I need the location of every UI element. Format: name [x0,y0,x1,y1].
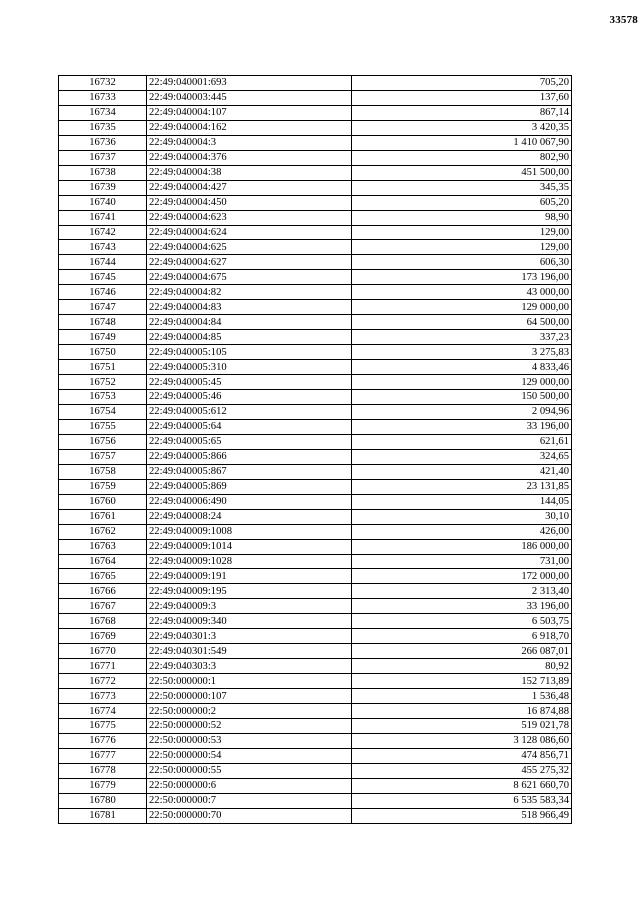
cadastral-number-cell: 22:49:040009:195 [147,584,352,599]
row-number-cell: 16755 [59,419,147,434]
cadastral-value-cell: 43 000,00 [352,285,572,300]
cadastral-number-cell: 22:49:040005:866 [147,449,352,464]
row-number-cell: 16743 [59,240,147,255]
cadastral-number-cell: 22:49:040301:549 [147,644,352,659]
row-number-cell: 16761 [59,509,147,524]
row-number-cell: 16756 [59,434,147,449]
table-row [59,718,572,733]
cadastral-number-cell: 22:49:040004:376 [147,150,352,165]
table-row [59,120,572,135]
cadastral-number-cell: 22:50:000000:55 [147,763,352,778]
row-number-cell: 16770 [59,644,147,659]
cadastral-value-cell: 518 966,49 [352,808,572,823]
table-row [59,90,572,105]
cadastral-number-cell: 22:49:040005:869 [147,479,352,494]
cadastral-number-cell: 22:49:040009:191 [147,569,352,584]
table-row [59,300,572,315]
table-body [59,76,572,824]
row-number-cell: 16778 [59,763,147,778]
table-row [59,644,572,659]
cadastral-value-cell: 426,00 [352,524,572,539]
table-row [59,240,572,255]
row-number-cell: 16735 [59,120,147,135]
cadastral-number-cell: 22:49:040004:162 [147,120,352,135]
cadastral-value-cell: 1 410 067,90 [352,135,572,150]
row-number-cell: 16747 [59,300,147,315]
table-row [59,599,572,614]
cadastral-number-cell: 22:50:000000:7 [147,793,352,808]
cadastral-value-cell: 33 196,00 [352,599,572,614]
cadastral-number-cell: 22:49:040004:625 [147,240,352,255]
table-row [59,554,572,569]
row-number-cell: 16742 [59,225,147,240]
row-number-cell: 16773 [59,689,147,704]
table-row [59,270,572,285]
cadastral-value-cell: 421,40 [352,464,572,479]
cadastral-number-cell: 22:50:000000:53 [147,733,352,748]
row-number-cell: 16752 [59,375,147,390]
cadastral-value-cell: 802,90 [352,150,572,165]
cadastral-value-cell: 144,05 [352,494,572,509]
cadastral-number-cell: 22:49:040004:83 [147,300,352,315]
cadastral-value-cell: 2 094,96 [352,404,572,419]
cadastral-value-cell: 129,00 [352,240,572,255]
cadastral-number-cell: 22:49:040005:45 [147,375,352,390]
cadastral-number-cell: 22:49:040009:1028 [147,554,352,569]
table-row [59,449,572,464]
cadastral-number-cell: 22:49:040004:82 [147,285,352,300]
cadastral-value-cell: 606,30 [352,255,572,270]
cadastral-value-cell: 80,92 [352,659,572,674]
table-row [59,285,572,300]
table-row [59,763,572,778]
cadastral-number-cell: 22:50:000000:70 [147,808,352,823]
cadastral-number-cell: 22:49:040005:65 [147,434,352,449]
cadastral-value-cell: 3 128 086,60 [352,733,572,748]
cadastral-value-cell: 451 500,00 [352,165,572,180]
table-row [59,330,572,345]
cadastral-number-cell: 22:49:040001:693 [147,76,352,91]
row-number-cell: 16739 [59,180,147,195]
cadastral-value-cell: 129 000,00 [352,375,572,390]
table-row [59,390,572,405]
row-number-cell: 16733 [59,90,147,105]
table-row [59,704,572,719]
cadastral-value-cell: 3 275,83 [352,345,572,360]
cadastral-number-cell: 22:49:040301:3 [147,629,352,644]
table-row [59,135,572,150]
row-number-cell: 16758 [59,464,147,479]
cadastral-number-cell: 22:49:040005:64 [147,419,352,434]
cadastral-value-cell: 23 131,85 [352,479,572,494]
cadastral-number-cell: 22:50:000000:6 [147,778,352,793]
row-number-cell: 16771 [59,659,147,674]
cadastral-number-cell: 22:49:040004:450 [147,195,352,210]
cadastral-value-cell: 867,14 [352,105,572,120]
cadastral-number-cell: 22:49:040004:624 [147,225,352,240]
cadastral-number-cell: 22:50:000000:107 [147,689,352,704]
table-row [59,105,572,120]
row-number-cell: 16749 [59,330,147,345]
row-number-cell: 16772 [59,674,147,689]
cadastral-number-cell: 22:49:040006:490 [147,494,352,509]
cadastral-value-cell: 266 087,01 [352,644,572,659]
row-number-cell: 16748 [59,315,147,330]
cadastral-value-cell: 6 535 583,34 [352,793,572,808]
table-row [59,808,572,823]
row-number-cell: 16737 [59,150,147,165]
cadastral-value-cell: 705,20 [352,76,572,91]
cadastral-value-cell: 173 196,00 [352,270,572,285]
cadastral-number-cell: 22:49:040004:427 [147,180,352,195]
row-number-cell: 16746 [59,285,147,300]
row-number-cell: 16766 [59,584,147,599]
cadastral-value-cell: 137,60 [352,90,572,105]
row-number-cell: 16732 [59,76,147,91]
table-row [59,464,572,479]
cadastral-number-cell: 22:49:040004:627 [147,255,352,270]
page-number: 33578 [609,14,638,26]
cadastral-number-cell: 22:50:000000:52 [147,718,352,733]
row-number-cell: 16774 [59,704,147,719]
table-row [59,255,572,270]
row-number-cell: 16779 [59,778,147,793]
cadastral-value-cell: 6 503,75 [352,614,572,629]
cadastral-value-cell: 4 833,46 [352,360,572,375]
table-row [59,629,572,644]
cadastral-value-cell: 455 275,32 [352,763,572,778]
cadastral-number-cell: 22:49:040003:445 [147,90,352,105]
row-number-cell: 16741 [59,210,147,225]
cadastral-number-cell: 22:50:000000:54 [147,748,352,763]
cadastral-value-cell: 16 874,88 [352,704,572,719]
row-number-cell: 16738 [59,165,147,180]
table-row [59,180,572,195]
row-number-cell: 16745 [59,270,147,285]
table-row [59,479,572,494]
row-number-cell: 16769 [59,629,147,644]
table-row [59,150,572,165]
row-number-cell: 16780 [59,793,147,808]
cadastral-number-cell: 22:49:040009:1008 [147,524,352,539]
table-row [59,659,572,674]
row-number-cell: 16744 [59,255,147,270]
cadastral-value-cell: 345,35 [352,180,572,195]
table-row [59,434,572,449]
cadastral-value-cell: 129 000,00 [352,300,572,315]
cadastral-number-cell: 22:49:040005:310 [147,360,352,375]
cadastral-value-cell: 6 918,70 [352,629,572,644]
row-number-cell: 16777 [59,748,147,763]
cadastral-number-cell: 22:49:040009:1014 [147,539,352,554]
row-number-cell: 16740 [59,195,147,210]
table-row [59,375,572,390]
table-row [59,689,572,704]
table-row [59,210,572,225]
cadastral-number-cell: 22:49:040005:105 [147,345,352,360]
row-number-cell: 16775 [59,718,147,733]
cadastral-number-cell: 22:49:040004:3 [147,135,352,150]
cadastral-value-cell: 98,90 [352,210,572,225]
table-row [59,569,572,584]
row-number-cell: 16736 [59,135,147,150]
cadastral-number-cell: 22:49:040004:675 [147,270,352,285]
row-number-cell: 16734 [59,105,147,120]
cadastral-value-cell: 519 021,78 [352,718,572,733]
cadastral-number-cell: 22:49:040009:340 [147,614,352,629]
row-number-cell: 16753 [59,390,147,405]
cadastral-number-cell: 22:50:000000:2 [147,704,352,719]
cadastral-number-cell: 22:49:040005:867 [147,464,352,479]
cadastral-value-cell: 64 500,00 [352,315,572,330]
cadastral-value-cell: 8 621 660,70 [352,778,572,793]
cadastral-value-cell: 129,00 [352,225,572,240]
cadastral-number-cell: 22:49:040005:46 [147,390,352,405]
table-row [59,494,572,509]
table-row [59,315,572,330]
cadastral-value-cell: 3 420,35 [352,120,572,135]
table-row [59,404,572,419]
cadastral-number-cell: 22:49:040005:612 [147,404,352,419]
cadastral-value-table [58,75,572,824]
cadastral-number-cell: 22:49:040004:107 [147,105,352,120]
cadastral-number-cell: 22:49:040008:24 [147,509,352,524]
table-row [59,225,572,240]
cadastral-number-cell: 22:49:040004:85 [147,330,352,345]
row-number-cell: 16759 [59,479,147,494]
table-row [59,614,572,629]
table-row [59,195,572,210]
cadastral-number-cell: 22:49:040009:3 [147,599,352,614]
cadastral-value-cell: 1 536,48 [352,689,572,704]
table-row [59,419,572,434]
table-row [59,509,572,524]
cadastral-number-cell: 22:49:040303:3 [147,659,352,674]
row-number-cell: 16776 [59,733,147,748]
row-number-cell: 16768 [59,614,147,629]
row-number-cell: 16762 [59,524,147,539]
cadastral-value-cell: 30,10 [352,509,572,524]
cadastral-value-cell: 2 313,40 [352,584,572,599]
table-row [59,674,572,689]
row-number-cell: 16760 [59,494,147,509]
row-number-cell: 16750 [59,345,147,360]
cadastral-value-cell: 621,61 [352,434,572,449]
table-row [59,733,572,748]
cadastral-number-cell: 22:50:000000:1 [147,674,352,689]
row-number-cell: 16763 [59,539,147,554]
cadastral-number-cell: 22:49:040004:623 [147,210,352,225]
cadastral-value-cell: 150 500,00 [352,390,572,405]
table-row [59,165,572,180]
table-row [59,345,572,360]
row-number-cell: 16781 [59,808,147,823]
cadastral-value-cell: 152 713,89 [352,674,572,689]
table-row [59,778,572,793]
table-row [59,748,572,763]
cadastral-value-cell: 33 196,00 [352,419,572,434]
table-row [59,539,572,554]
row-number-cell: 16757 [59,449,147,464]
cadastral-number-cell: 22:49:040004:38 [147,165,352,180]
row-number-cell: 16767 [59,599,147,614]
cadastral-value-cell: 337,23 [352,330,572,345]
table-row [59,793,572,808]
table-row [59,584,572,599]
cadastral-value-cell: 731,00 [352,554,572,569]
cadastral-value-cell: 172 000,00 [352,569,572,584]
table-row [59,76,572,91]
row-number-cell: 16751 [59,360,147,375]
table-row [59,524,572,539]
cadastral-value-cell: 186 000,00 [352,539,572,554]
cadastral-number-cell: 22:49:040004:84 [147,315,352,330]
row-number-cell: 16754 [59,404,147,419]
cadastral-value-cell: 474 856,71 [352,748,572,763]
row-number-cell: 16765 [59,569,147,584]
cadastral-value-cell: 605,20 [352,195,572,210]
cadastral-value-cell: 324,65 [352,449,572,464]
row-number-cell: 16764 [59,554,147,569]
table-row [59,360,572,375]
